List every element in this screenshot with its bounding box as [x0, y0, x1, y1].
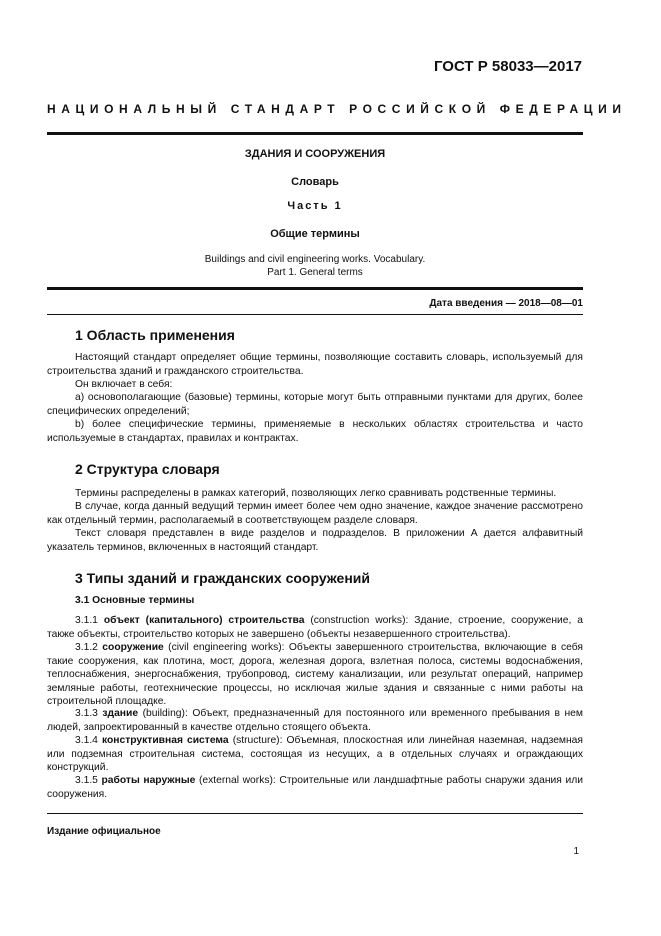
term-3-1-3: [47, 707, 583, 734]
term-3-1-2: [47, 641, 583, 709]
section-1-item-a: a) основополагающие (базовые) термины, которые могут быть отправными пунктами для других, более специфических определений;: [47, 392, 583, 417]
document-subtitle: Словарь: [291, 176, 339, 188]
term-number: 3.1.2: [75, 642, 98, 653]
date-rule: [47, 314, 583, 315]
term-definition: (civil engineering works): Объекты завершенного строительства, включающие в себя такие сооружения, как плотина, мост, дорога, железная дорога, взлетная полоса, системы водоснабжения, теплоснабжения, энергоснабжения, трубопровод, систему канализации, или результат операций, например земляные работы, геотехнические процессы, но исключая жилые здания и связанные с ними работы на строительной площадке.: [47, 642, 583, 707]
document-part: Часть 1: [287, 200, 343, 212]
section-1-para-1: Настоящий стандарт определяет общие термины, позволяющие составить словарь, используемый для строительства зданий и гражданского строительства.: [47, 352, 583, 377]
page-number: 1: [573, 846, 579, 857]
term-definition: (external works): Строительные или ландшафтные работы снаружи здания или сооружения.: [47, 775, 583, 800]
section-2-heading: 2 Структура словаря: [75, 461, 220, 477]
footer-rule: [47, 813, 583, 814]
term-name: работы наружные: [101, 775, 196, 786]
section-1-item-b: b) более специфические термины, применяемые в нескольких областях строительства и часто используемые в стандартах, правилах и контрактах.: [47, 419, 583, 444]
term-number: 3.1.5: [75, 775, 98, 786]
term-number: 3.1.3: [75, 708, 98, 719]
english-title: [47, 253, 583, 279]
section-3-heading: 3 Типы зданий и гражданских сооружений: [75, 570, 370, 586]
subsection-3-1-heading: 3.1 Основные термины: [75, 595, 195, 606]
term-3-1-5: [47, 774, 583, 801]
term-definition: (construction works): Здание, строение, сооружение, а также объекты, строительство которых не завершено (объекты незавершенного строительства).: [47, 615, 583, 640]
term-name: здание: [102, 708, 139, 719]
section-2-para-3: Текст словаря представлен в виде разделов и подразделов. В приложении А дается алфавитный указатель терминов, включенных в настоящий стандарт.: [47, 528, 583, 553]
term-3-1-1: [47, 614, 583, 641]
term-definition: (structure): Объемная, плоскостная или линейная наземная, надземная или подземная строительная система, состоящая из несущих, а в отдельных случаях и ограждающих конструкций.: [47, 735, 583, 773]
term-name: сооружение: [102, 642, 164, 653]
term-definition: (building): Объект, предназначенный для постоянного или временного пребывания в нем людей, запроектированный в качестве отдельно стоящего объекта.: [47, 708, 583, 733]
introduction-date: Дата введения — 2018—08—01: [429, 298, 583, 309]
english-title-line2: Part 1. General terms: [267, 267, 363, 278]
top-rule: [47, 132, 583, 135]
term-number: 3.1.1: [75, 615, 98, 626]
official-edition-label: Издание официальное: [47, 826, 161, 837]
standard-id: ГОСТ Р 58033—2017: [433, 58, 582, 75]
title-rule: [47, 287, 583, 290]
term-name: объект (капитального) строительства: [103, 615, 305, 626]
part-title: Общие термины: [270, 228, 360, 240]
section-2-para-2: В случае, когда данный ведущий термин имеет более чем одно значение, каждое значение рассмотрено как отдельный термин, располагаемый в соответствующем разделе словаря.: [47, 501, 583, 526]
term-3-1-4: [47, 734, 583, 775]
section-2-para-1: Термины распределены в рамках категорий, позволяющих легко сравнивать родственные термины.: [75, 488, 557, 499]
term-number: 3.1.4: [75, 735, 98, 746]
section-1-para-2: Он включает в себя:: [75, 379, 173, 390]
english-title-line1: Buildings and civil engineering works. Vocabulary.: [204, 254, 426, 265]
national-standard-banner: НАЦИОНАЛЬНЫЙ СТАНДАРТ РОССИЙСКОЙ ФЕДЕРАЦИИ: [47, 102, 627, 116]
term-name: конструктивная система: [101, 735, 229, 746]
section-1-heading: 1 Область применения: [75, 327, 235, 343]
document-title: ЗДАНИЯ И СООРУЖЕНИЯ: [244, 148, 386, 160]
